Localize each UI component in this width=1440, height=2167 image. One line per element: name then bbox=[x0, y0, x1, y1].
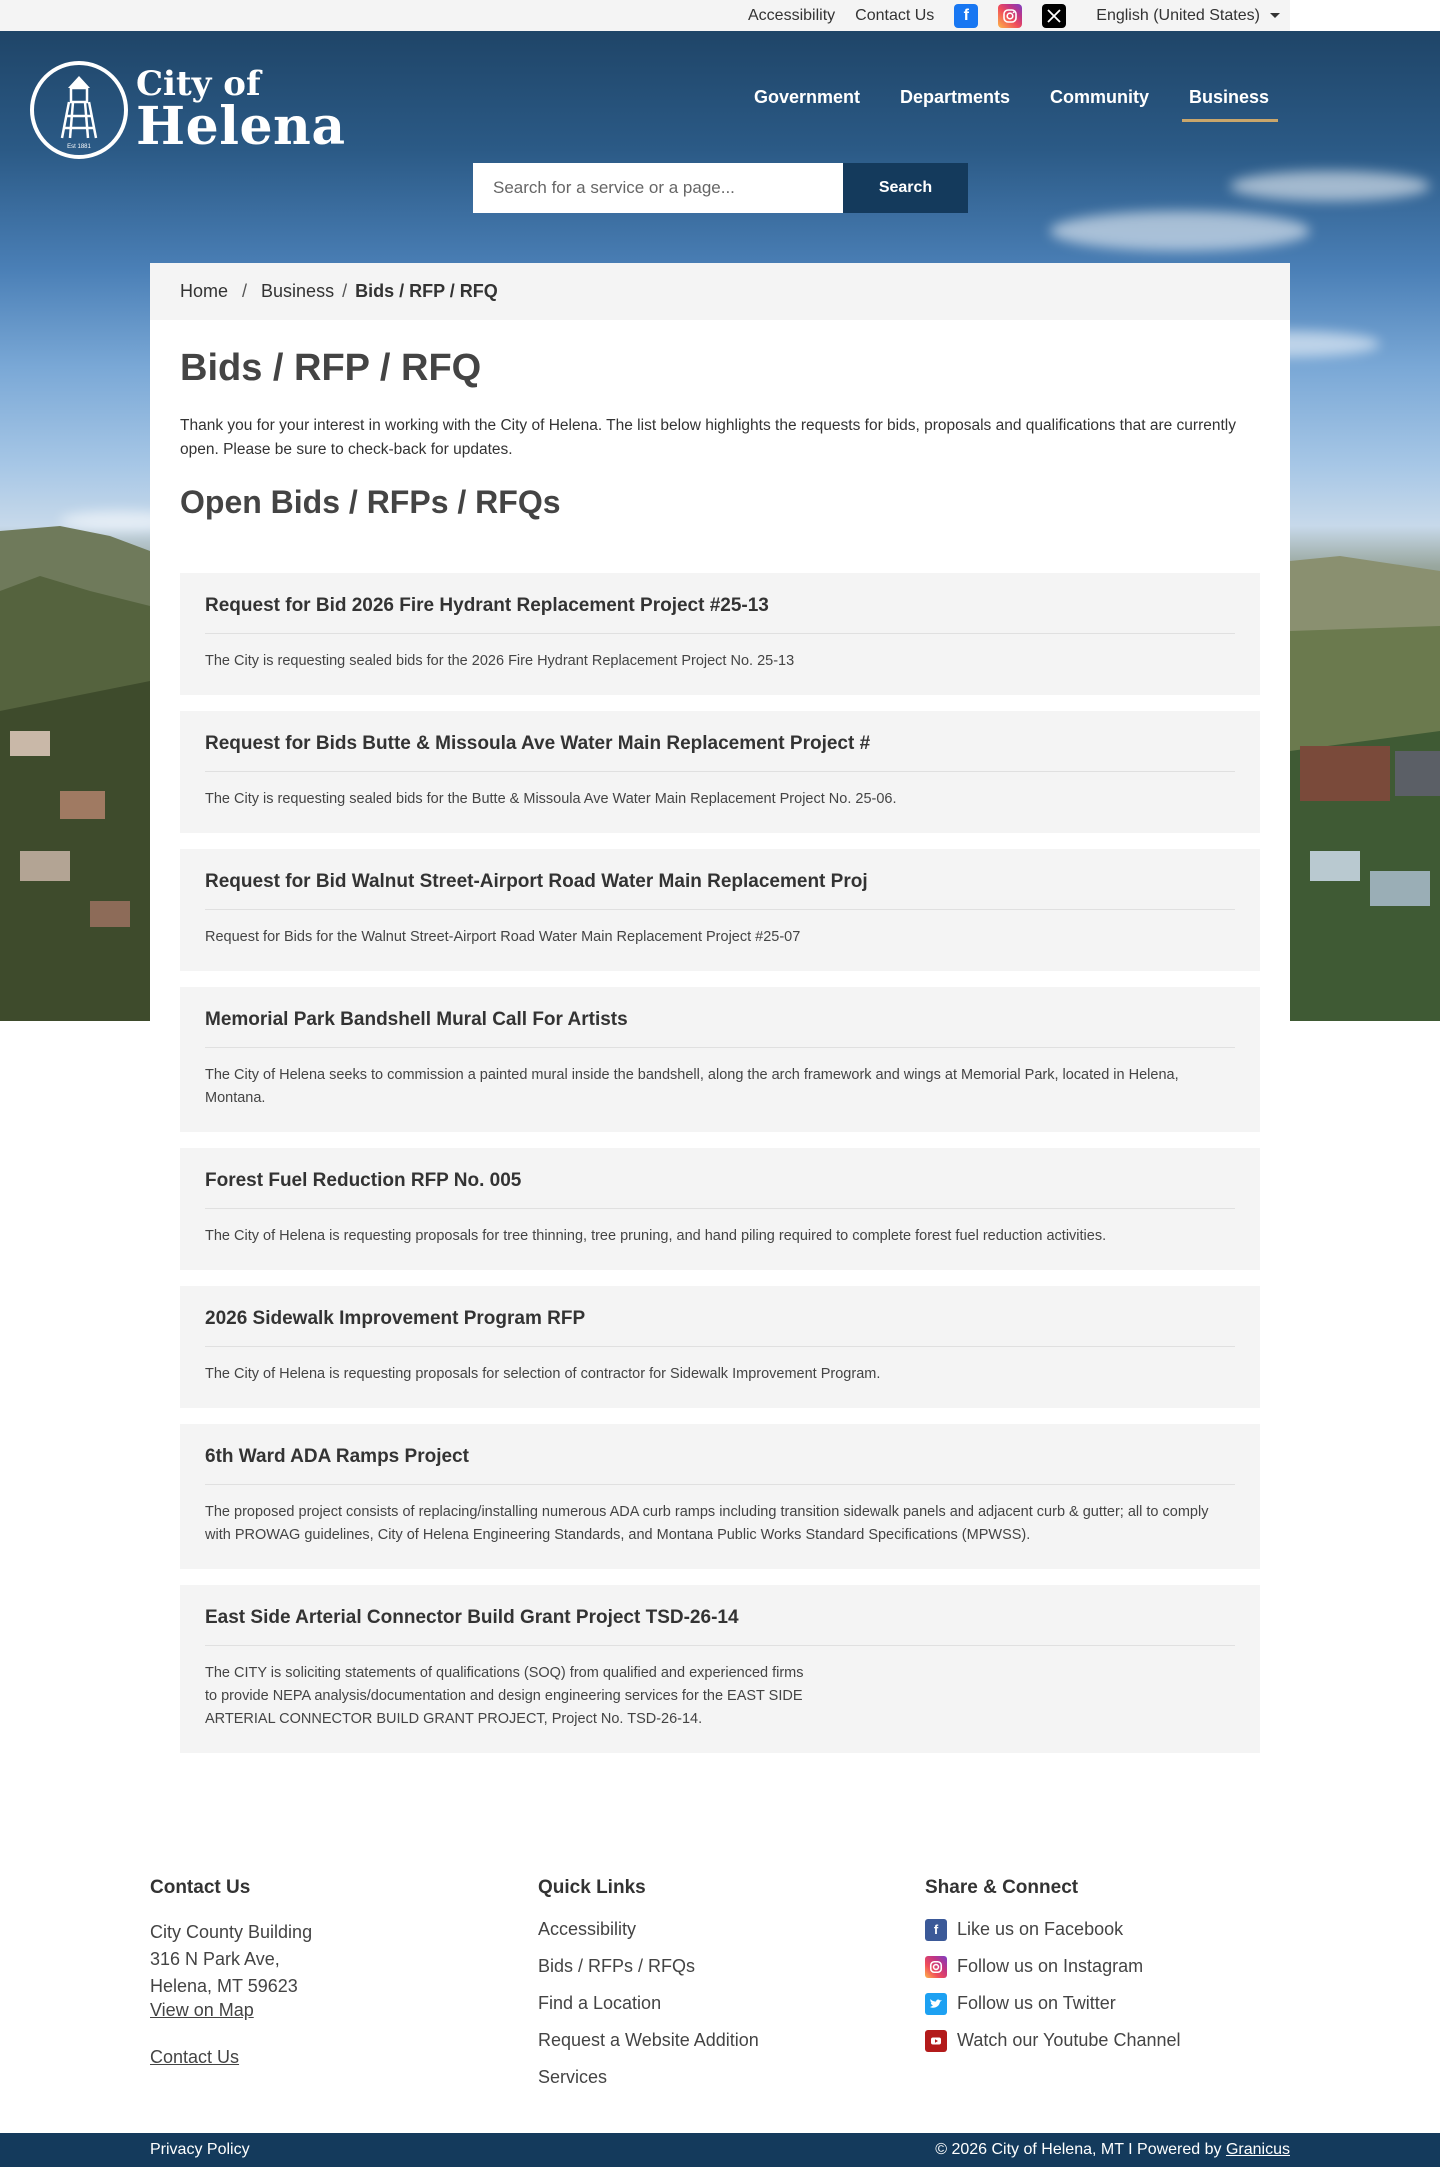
address-line: City County Building bbox=[150, 1922, 313, 1942]
bid-description: The City is requesting sealed bids for the Butte & Missoula Ave Water Main Replacement Project No. 25-06. bbox=[205, 791, 897, 807]
nav-active-underline bbox=[1182, 119, 1278, 122]
bid-title[interactable]: 6th Ward ADA Ramps Project bbox=[205, 1424, 1235, 1485]
bid-title[interactable]: Memorial Park Bandshell Mural Call For Artists bbox=[205, 987, 1235, 1048]
breadcrumb bbox=[150, 263, 1290, 320]
nav-government[interactable]: Government bbox=[754, 87, 861, 107]
bid-card[interactable] bbox=[180, 1286, 1260, 1408]
intro-text: Thank you for your interest in working with the City of Helena. The list below highlights the requests for bids, proposals and qualifications that are currently open. Please be sure to check-back for updates. bbox=[180, 417, 1236, 458]
nav-departments[interactable]: Departments bbox=[900, 87, 1011, 107]
bid-title[interactable]: Request for Bids Butte & Missoula Ave Water Main Replacement Project # bbox=[205, 711, 1235, 772]
language-label: English (United States) bbox=[1096, 6, 1260, 24]
facebook-icon: f bbox=[925, 1919, 947, 1941]
search-input[interactable] bbox=[473, 163, 843, 213]
section-title: Open Bids / RFPs / RFQs bbox=[180, 484, 561, 520]
quick-link-find-location[interactable]: Find a Location bbox=[538, 1993, 662, 2013]
view-on-map-link[interactable]: View on Map bbox=[150, 2000, 254, 2020]
footer-share bbox=[925, 1877, 1181, 2059]
bid-card[interactable] bbox=[180, 1585, 1260, 1753]
breadcrumb-separator: / bbox=[242, 281, 248, 301]
nav-community[interactable]: Community bbox=[1050, 87, 1149, 107]
fire-tower-emblem-icon bbox=[30, 61, 128, 159]
bid-description: The City is requesting sealed bids for the 2026 Fire Hydrant Replacement Project No. 25-13 bbox=[205, 653, 795, 669]
x-twitter-icon[interactable] bbox=[1042, 4, 1066, 28]
bid-description: The City of Helena is requesting proposals for selection of contractor for Sidewalk Improvement Program. bbox=[205, 1366, 881, 1382]
quick-link-request-addition[interactable]: Request a Website Addition bbox=[538, 2030, 759, 2050]
bid-card[interactable] bbox=[180, 1424, 1260, 1569]
contact-us-link[interactable]: Contact Us bbox=[855, 6, 935, 24]
bid-title[interactable]: Request for Bid 2026 Fire Hydrant Replacement Project #25-13 bbox=[205, 573, 1235, 634]
share-label: Follow us on Instagram bbox=[957, 1956, 1144, 1976]
twitter-icon bbox=[925, 1993, 947, 2015]
bid-title[interactable]: East Side Arterial Connector Build Grant Project TSD-26-14 bbox=[205, 1585, 1235, 1646]
facebook-icon[interactable]: f bbox=[954, 4, 978, 28]
nav-business[interactable]: Business bbox=[1189, 87, 1270, 107]
share-youtube[interactable] bbox=[925, 2022, 1181, 2059]
share-label: Watch our Youtube Channel bbox=[957, 2030, 1181, 2050]
footer bbox=[0, 1860, 1440, 2130]
share-label: Follow us on Twitter bbox=[957, 1993, 1116, 2013]
bid-title[interactable]: Forest Fuel Reduction RFP No. 005 bbox=[205, 1148, 1235, 1209]
bid-title[interactable]: Request for Bid Walnut Street-Airport Road Water Main Replacement Proj bbox=[205, 849, 1235, 910]
share-instagram[interactable] bbox=[925, 1948, 1181, 1985]
footer-contact-heading: Contact Us bbox=[150, 1877, 251, 1898]
bottom-bar bbox=[0, 2133, 1440, 2167]
accessibility-link[interactable]: Accessibility bbox=[748, 6, 836, 24]
address-line: 316 N Park Ave, bbox=[150, 1949, 280, 1969]
copyright bbox=[935, 2141, 1290, 2159]
bid-card[interactable] bbox=[180, 849, 1260, 971]
city-logo[interactable] bbox=[30, 61, 346, 159]
logo-city-text: City of bbox=[136, 64, 261, 104]
quick-links-heading: Quick Links bbox=[538, 1877, 646, 1898]
search-button[interactable]: Search bbox=[843, 163, 968, 213]
instagram-icon[interactable] bbox=[998, 4, 1022, 28]
footer-contact bbox=[150, 1877, 312, 2068]
share-facebook[interactable] bbox=[925, 1911, 1181, 1948]
share-label: Like us on Facebook bbox=[957, 1919, 1124, 1939]
breadcrumb-separator: / bbox=[342, 281, 348, 301]
breadcrumb-home[interactable]: Home bbox=[180, 281, 229, 301]
logo-helena-text: Helena bbox=[136, 96, 346, 157]
quick-link-services[interactable]: Services bbox=[538, 2067, 608, 2087]
quick-link-accessibility[interactable]: Accessibility bbox=[538, 1919, 637, 1939]
address-line: Helena, MT 59623 bbox=[150, 1976, 298, 1996]
utility-bar bbox=[0, 0, 1290, 31]
page-title: Bids / RFP / RFQ bbox=[180, 347, 482, 389]
bid-card[interactable] bbox=[180, 1148, 1260, 1270]
youtube-icon bbox=[925, 2030, 947, 2052]
bid-card[interactable] bbox=[180, 711, 1260, 833]
logo-est-text: Est 1881 bbox=[67, 144, 91, 150]
bid-description: The City of Helena is requesting proposals for tree thinning, tree pruning, and hand piling required to complete forest fuel reduction activities. bbox=[205, 1228, 1107, 1244]
bid-description: The City of Helena seeks to commission a painted mural inside the bandshell, along the arch framework and wings at Memorial Park, located in Helena, Montana. bbox=[205, 1067, 1179, 1106]
instagram-icon bbox=[925, 1956, 947, 1978]
caret-down-icon bbox=[1270, 13, 1280, 18]
bid-card[interactable] bbox=[180, 987, 1260, 1132]
bid-card[interactable] bbox=[180, 573, 1260, 695]
bid-title[interactable]: 2026 Sidewalk Improvement Program RFP bbox=[205, 1286, 1235, 1347]
bid-description: The CITY is soliciting statements of qualifications (SOQ) from qualified and experienced firms to provide NEPA analysis/documentation and design engineering services for the EAST SIDE ARTERIAL CONNECTOR BUILD GRANT PROJECT, Project No. TSD-26-14. bbox=[205, 1665, 804, 1727]
main-content bbox=[150, 263, 1290, 1743]
bids-list bbox=[180, 573, 1260, 1769]
granicus-link[interactable]: Granicus bbox=[1225, 2141, 1290, 2158]
share-heading: Share & Connect bbox=[925, 1877, 1079, 1898]
breadcrumb-business[interactable]: Business bbox=[261, 281, 335, 301]
bid-description: The proposed project consists of replacing/installing numerous ADA curb ramps including transition sidewalk panels and adjacent curb & gutter; all to comply with PROWAG guidelines, City of Helena Engineering Standards, and Montana Public Works Standard Specifications (MPWSS). bbox=[205, 1504, 1209, 1543]
copyright-text: © 2026 City of Helena, MT I Powered by bbox=[935, 2141, 1222, 2158]
bid-description: Request for Bids for the Walnut Street-Airport Road Water Main Replacement Project #25-07 bbox=[205, 929, 801, 945]
breadcrumb-current: Bids / RFP / RFQ bbox=[355, 281, 498, 301]
privacy-policy-link[interactable]: Privacy Policy bbox=[150, 2141, 250, 2158]
footer-quick-links bbox=[538, 1877, 759, 2096]
language-selector[interactable] bbox=[1096, 7, 1280, 25]
footer-contact-link[interactable]: Contact Us bbox=[150, 2047, 240, 2067]
share-twitter[interactable] bbox=[925, 1985, 1181, 2022]
quick-link-bids[interactable]: Bids / RFPs / RFQs bbox=[538, 1956, 696, 1976]
